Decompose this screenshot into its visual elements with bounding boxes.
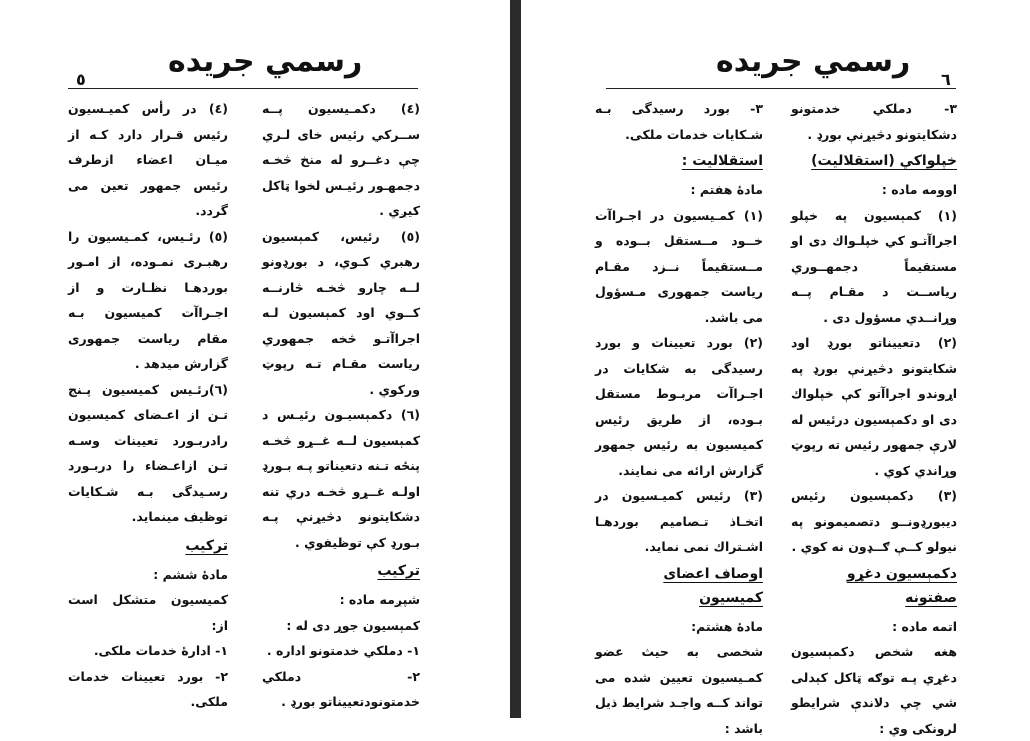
section-heading: تركيب [185,537,228,554]
left-page [0,0,510,718]
paragraph: (٤) در رأس كميـسيون رئيس قـرار دارد كـه از ميـان اعضاء ازطرف رئيس جمهور تعين مى گردد. [68,101,228,218]
paragraph: هغه شخص دكمېسيون دغړي پـه توګه ټاكل كېدلى شي چې دلاندې شرايطو لرونكى وي : [791,644,957,736]
paragraph: (١) كمېسيون په خپلو اجراآتـو كي خپلـواك دى او مستقيماً دجمهــوري رياســت د مقـام پــه وړانــدي مسؤول دى . [791,207,957,325]
paragraph: (١) كمـيسيون در اجـراآت خــود مــستقل بــوده و مــستقيماً نــزد مقـام رياست جمهورى مـسؤول مى باشد. [595,207,763,325]
article-label: مادهٔ ششم : [153,566,228,582]
paragraph: (٥) رئيس، كمېسيون رهبري كـوي، د بورډونو لــه چارو څخـه څارنــه كــوي اود كمېسيون لـه اجراآتـو څخه جمهوري رياست مقـام تـه رپوټ وركوي . [262,228,420,397]
left-column-dari [595,96,763,741]
paragraph: ٣- دملكي خدمتونو دشكايتونو دڅيړنې بورډ . [791,101,957,142]
article-label: اتمه ماده : [892,618,957,634]
header-rule [68,88,418,89]
right-column-pashto [791,96,957,741]
paragraph: (٤) دكمـيسيون پــه ســركي رئيس خاى لـري چې دغــرو له منخ څخـه دجمهـور رئيـس لخوا ټاكل كيږي . [262,101,420,218]
paragraph: (٢) دتعييناتو بورډ اود شكايتونو دڅيړنې بورډ په اړوندو اجراآتو كې خپلواك دى او دكمېسيون درئيس له لارې جمهور رئيس ته رپوټ وړاندي كوي . [791,335,957,478]
right-column-pashto [262,96,420,715]
list-item: ٢- دملكي خدمتونودتعييناتو بورډ . [262,668,420,709]
article-label: اوومه ماده : [881,182,957,197]
page-header-title: رسمي جريده [168,44,363,79]
paragraph: (٢) بورد تعيينات و بورد رسيدگى به شكايات در اجـراآت مربـوط مستقل بـوده، از طريق رئيس كميسيون به رئيس جمهور گزارش ارائه مى نمايند. [595,335,763,478]
section-heading: خپلواكي (استقلاليت) [811,153,957,169]
paragraph: (٦)رئـيس كميسيون پـنج تـن از اعـضاى كميسيون رادربـورد تعيينات وسـه تـن ازاعـضاء را دربـورد رسـيدگى بـه شـكايات توظيف مينمايد. [68,381,228,524]
section-heading: اوصاف اعضاى كميسيون [663,565,763,606]
list-item: ١- دملكي خدمتونو اداره . [266,643,420,658]
section-heading: دكمېسيون دغړو صفتونه [846,565,957,606]
left-column-dari [68,96,228,715]
page-number: ٦ [941,70,951,89]
article-label: شپږمه ماده : [339,592,420,607]
list-item: ١- ادارهٔ خدمات ملكى. [93,643,228,658]
header-rule [606,88,956,89]
paragraph: كميسيون متشكل است از: [68,592,228,633]
page-header-title: رسمي جريده [716,44,911,79]
paragraph: ٣- بورد رسيدگى بـه شـكايات خدمات ملكى. [595,101,763,142]
page-gutter [510,0,521,718]
paragraph: (٣) رئيس كميـسيون در اتخـاذ تـصاميم بوردهـا اشـتراك نمى نمايد. [595,488,763,554]
paragraph: (٦) دكمېسيـون رئيـس د كمېسيون لــه غــړو څخـه پنځه تـنه دتعيناتو پـه بـورډ اولـه غــړو څخـه دري تنه دشكايتونو دڅيړنې پـه بـورډ كې توظيفوي . [262,407,420,550]
section-heading: تركيب [377,563,420,579]
list-item: ٢- بورد تعيينات خدمات ملكى. [68,668,228,709]
section-heading: استقلاليت : [681,153,763,169]
article-label: مادهٔ هشتم: [691,618,763,634]
page-number: ٥ [76,70,86,89]
paragraph: كمېسيون جوړ دى له : [286,617,420,633]
article-label: مادهٔ هفتم : [690,182,763,197]
paragraph: (٥) رئـيس، كمـيسيون را رهبـرى نمـوده، از امـور بوردهـا نظـارت و از اجـراآت كميسيون بـه مقام رياست جمهورى گزارش ميدهد . [68,228,228,371]
paragraph: شخصى به حيث عضو كمـيسيون تعيين شده مى تواند كــه واجـد شرايط ذيل باشد : [595,644,763,736]
right-page [521,0,1030,736]
paragraph: (٣) دكمېسيون رئيس ديبورډونــو دتصميمونو په نيولو كــې ګــډون نه كوي . [791,488,957,554]
